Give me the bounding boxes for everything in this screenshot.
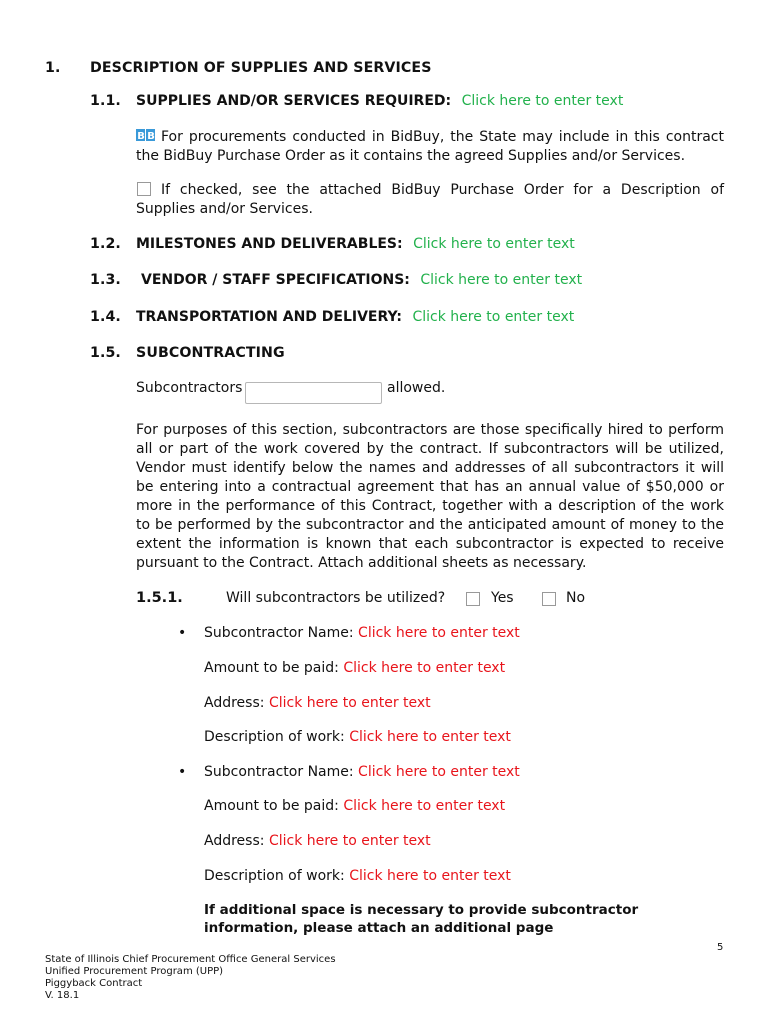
field-label: Subcontractor Name: [204,764,354,780]
enter-text-field[interactable]: Click here to enter text [343,660,506,676]
footer-line: Unified Procurement Program (UPP) [45,966,224,977]
subsection-number: 1.5. [90,345,121,361]
no-label: No [566,590,586,606]
field-label: Description of work: [204,729,345,745]
amount-row [204,798,505,814]
bidbuy-paragraph: For procurements conducted in BidBuy, the State may include in this contract the BidBuy Purchase Order as it contains the agreed Supplies and/or Services. [136,129,724,164]
field-label: Amount to be paid: [204,798,339,814]
enter-text-field[interactable]: Click here to enter text [268,833,431,849]
section-number: 1. [45,60,61,76]
description-row [204,729,511,745]
subcontracting-paragraph: For purposes of this section, subcontractors are those specifically hired to perform all or part of the work covered by the contract. If subcontractors will be utilized, Vendor must identify below the names and addresses of all subcontractors it will be entering into a contractual agreement that has an annual value of $50,000 or more in the performance of this Contract, together with a description of the work to be performed by the subcontractor and the anticipated amount of money to the extent the information is known that each subcontractor is expected to receive pursuant to the Contract. Attach additional sheets as necessary. [136,422,724,571]
enter-text-field[interactable]: Click here to enter text [349,868,511,884]
subsection-1-2-row [136,236,575,252]
field-label: Address: [204,833,265,849]
svg-text:B: B [137,131,145,141]
subsection-title: VENDOR / STAFF SPECIFICATIONS: [141,272,410,288]
enter-text-field[interactable]: Click here to enter text [413,236,575,252]
yes-label: Yes [491,590,514,606]
enter-text-field[interactable]: Click here to enter text [343,798,506,814]
subsection-title: MILESTONES AND DELIVERABLES: [136,236,403,252]
enter-text-field[interactable]: Click here to enter text [461,93,624,109]
enter-text-field[interactable]: Click here to enter text [268,695,431,711]
bullet-icon: • [178,625,187,641]
field-label: Subcontractor Name: [204,625,354,641]
section-title: DESCRIPTION OF SUPPLIES AND SERVICES [90,60,432,76]
subsection-title: TRANSPORTATION AND DELIVERY: [136,309,403,325]
utilize-question: Will subcontractors be utilized? [226,590,446,606]
description-row [204,868,511,884]
address-row [204,695,431,711]
bidbuy-checkbox-label: If checked, see the attached BidBuy Purchase Order for a Description of Supplies and/or Services. [136,182,724,217]
subsection-number: 1.3. [90,272,121,288]
subsection-title: SUPPLIES AND/OR SERVICES REQUIRED: [136,93,452,109]
page-number: 5 [717,942,724,953]
bullet-icon: • [178,764,187,780]
footer-line: Piggyback Contract [45,978,143,989]
enter-text-field[interactable]: Click here to enter text [412,309,575,325]
subsection-number: 1.2. [90,236,121,252]
subcontractor-name-row [204,764,520,780]
enter-text-field[interactable]: Click here to enter text [349,729,511,745]
yes-checkbox[interactable] [466,592,480,606]
no-checkbox[interactable] [542,592,556,606]
enter-text-field[interactable]: Click here to enter text [420,272,583,288]
subsection-1-3-row [141,272,582,288]
svg-text:B: B [147,131,155,141]
additional-note-line-1: If additional space is necessary to provide subcontractor [204,902,639,918]
subcontractor-name-row [204,625,520,641]
enter-text-field[interactable]: Click here to enter text [358,625,520,641]
subsection-number: 1.1. [90,93,121,109]
subsection-1-1-row [136,93,623,109]
field-label: Description of work: [204,868,345,884]
subcontractors-label: Subcontractors [136,380,243,396]
footer-line: V. 18.1 [45,990,80,1001]
field-label: Amount to be paid: [204,660,339,676]
address-row [204,833,431,849]
amount-row [204,660,505,676]
subsection-1-4-row [136,309,574,325]
subsection-title: SUBCONTRACTING [136,345,285,361]
enter-text-field[interactable]: Click here to enter text [358,764,520,780]
allowed-label: allowed. [387,380,446,396]
additional-note-line-2: information, please attach an additional page [204,920,554,936]
subsection-number: 1.5.1. [136,590,183,606]
footer-line: State of Illinois Chief Procurement Office General Services [45,954,336,965]
field-label: Address: [204,695,265,711]
subsection-number: 1.4. [90,309,121,325]
subcontractors-allowed-dropdown[interactable] [245,382,382,404]
